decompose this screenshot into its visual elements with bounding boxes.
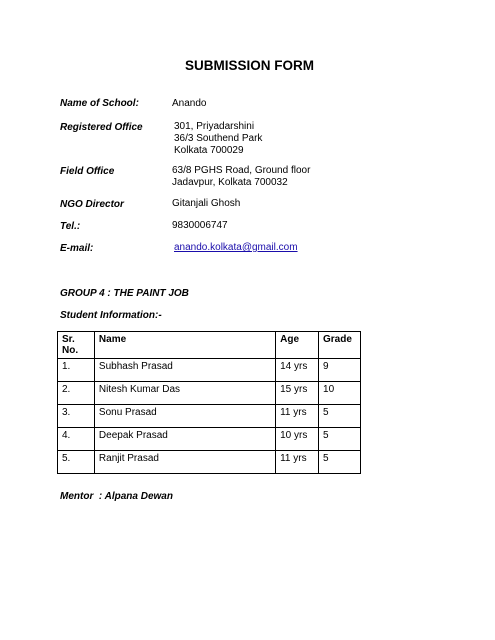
- table-row: [58, 405, 361, 428]
- tel-value: 9830006747: [172, 220, 228, 231]
- registered-office-line: 36/3 Southend Park: [174, 133, 263, 144]
- cell-sr-no: 2.: [58, 382, 95, 405]
- registered-office-label: Registered Office: [60, 122, 143, 133]
- header-age: Age: [276, 332, 319, 359]
- field-office-label: Field Office: [60, 166, 115, 177]
- cell-name: Subhash Prasad: [94, 359, 275, 382]
- director-label: NGO Director: [60, 199, 124, 210]
- table-row: [58, 359, 361, 382]
- cell-grade: 10: [319, 382, 361, 405]
- cell-grade: 5: [319, 451, 361, 474]
- table-row: [58, 428, 361, 451]
- registered-office-line: 301, Priyadarshini: [174, 121, 255, 132]
- header-sr-no: Sr. No.: [58, 332, 95, 359]
- cell-age: 11 yrs: [276, 451, 319, 474]
- director-value: Gitanjali Ghosh: [172, 198, 241, 209]
- header-grade: Grade: [319, 332, 361, 359]
- cell-sr-no: 1.: [58, 359, 95, 382]
- student-info-heading: Student Information:-: [60, 310, 162, 321]
- cell-age: 14 yrs: [276, 359, 319, 382]
- cell-sr-no: 4.: [58, 428, 95, 451]
- school-value: Anando: [172, 98, 207, 109]
- field-office-line: Jadavpur, Kolkata 700032: [172, 177, 288, 188]
- cell-grade: 5: [319, 428, 361, 451]
- table-row: [58, 382, 361, 405]
- email-label: E-mail:: [60, 243, 94, 254]
- cell-sr-no: 3.: [58, 405, 95, 428]
- field-office-line: 63/8 PGHS Road, Ground floor: [172, 165, 311, 176]
- mentor-line: Mentor : Alpana Dewan: [60, 491, 173, 502]
- tel-label: Tel.:: [60, 221, 81, 232]
- cell-grade: 5: [319, 405, 361, 428]
- header-name: Name: [94, 332, 275, 359]
- cell-sr-no: 5.: [58, 451, 95, 474]
- student-table: [57, 331, 361, 474]
- cell-age: 15 yrs: [276, 382, 319, 405]
- table-row: [58, 451, 361, 474]
- cell-grade: 9: [319, 359, 361, 382]
- registered-office-line: Kolkata 700029: [174, 145, 244, 156]
- cell-name: Nitesh Kumar Das: [94, 382, 275, 405]
- group-heading: GROUP 4 : THE PAINT JOB: [60, 288, 189, 299]
- email-link[interactable]: anando.kolkata@gmail.com: [174, 242, 298, 253]
- school-label: Name of School:: [60, 98, 139, 109]
- cell-name: Ranjit Prasad: [94, 451, 275, 474]
- cell-age: 11 yrs: [276, 405, 319, 428]
- table-header-row: [58, 332, 361, 359]
- cell-name: Deepak Prasad: [94, 428, 275, 451]
- field-office-value: [172, 165, 310, 189]
- page-title: SUBMISSION FORM: [184, 58, 314, 73]
- cell-name: Sonu Prasad: [94, 405, 275, 428]
- cell-age: 10 yrs: [276, 428, 319, 451]
- registered-office-value: [174, 121, 262, 157]
